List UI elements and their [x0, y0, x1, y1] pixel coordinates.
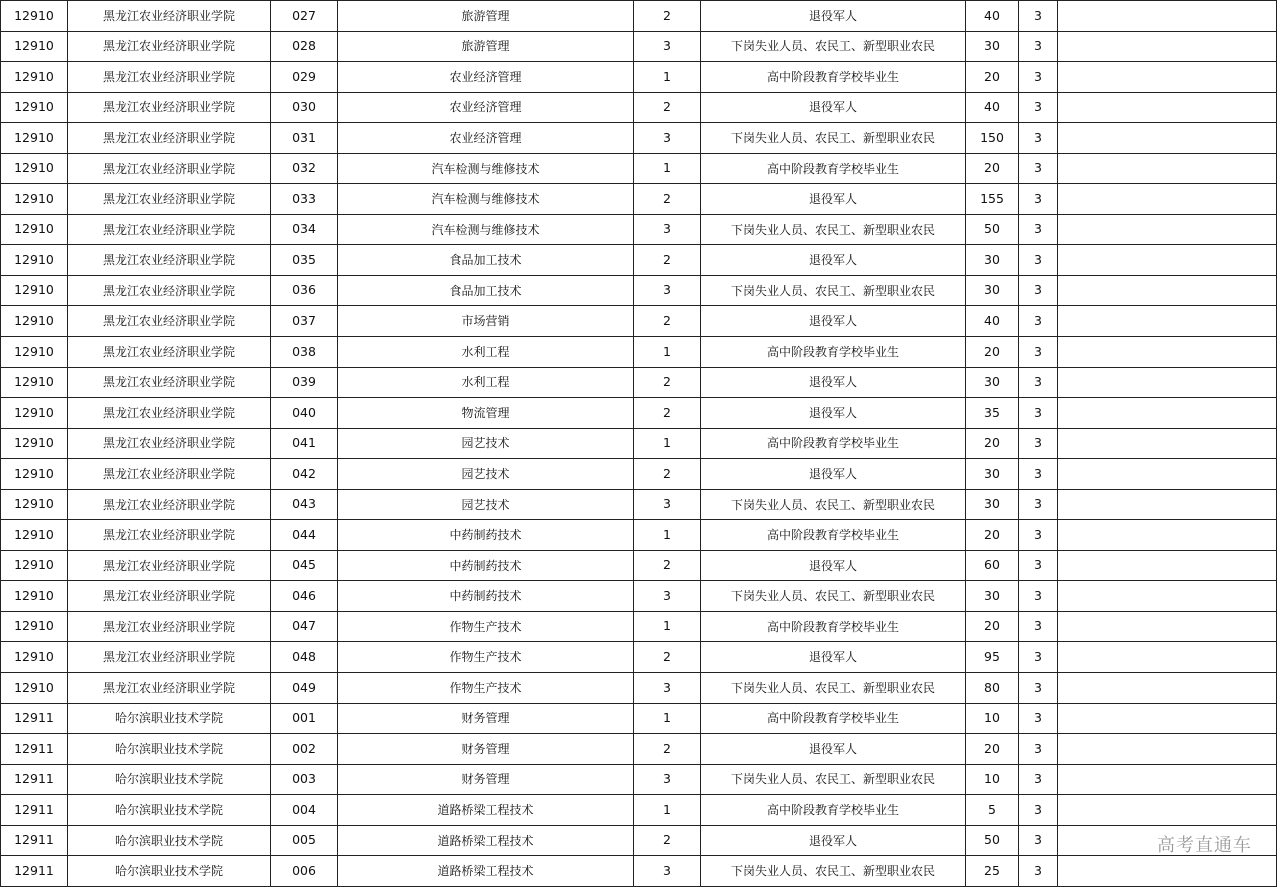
table-row [1, 489, 1277, 520]
years-cell: 3 [1019, 764, 1058, 795]
quota-cell: 10 [966, 703, 1019, 734]
school-name-cell: 黑龙江农业经济职业学院 [68, 245, 271, 276]
major-name-cell: 农业经济管理 [338, 123, 634, 154]
table-row [1, 245, 1277, 276]
school-code-cell: 12910 [1, 123, 68, 154]
quota-cell: 60 [966, 550, 1019, 581]
years-cell: 3 [1019, 428, 1058, 459]
major-name-cell: 中药制药技术 [338, 550, 634, 581]
major-code-cell: 049 [271, 673, 338, 704]
table-row [1, 123, 1277, 154]
major-code-cell: 001 [271, 703, 338, 734]
category-cell: 2 [634, 1, 701, 32]
table-row [1, 642, 1277, 673]
major-code-cell: 032 [271, 153, 338, 184]
major-name-cell: 道路桥梁工程技术 [338, 856, 634, 887]
table-row [1, 764, 1277, 795]
major-code-cell: 040 [271, 398, 338, 429]
remark-cell [1058, 214, 1277, 245]
major-code-cell: 031 [271, 123, 338, 154]
watermark-text: 高考直通车 [1157, 835, 1252, 856]
remark-cell [1058, 459, 1277, 490]
school-code-cell: 12910 [1, 459, 68, 490]
years-cell: 3 [1019, 856, 1058, 887]
quota-cell: 25 [966, 856, 1019, 887]
table-row [1, 856, 1277, 887]
remark-cell [1058, 520, 1277, 551]
school-code-cell: 12910 [1, 306, 68, 337]
applicant-type-cell: 退役军人 [701, 642, 966, 673]
table-row [1, 214, 1277, 245]
category-cell: 2 [634, 92, 701, 123]
applicant-type-cell: 高中阶段教育学校毕业生 [701, 611, 966, 642]
applicant-type-cell: 退役军人 [701, 245, 966, 276]
remark-cell [1058, 550, 1277, 581]
major-code-cell: 038 [271, 337, 338, 368]
quota-cell: 30 [966, 367, 1019, 398]
school-code-cell: 12910 [1, 642, 68, 673]
applicant-type-cell: 下岗失业人员、农民工、新型职业农民 [701, 123, 966, 154]
years-cell: 3 [1019, 703, 1058, 734]
remark-cell [1058, 62, 1277, 93]
remark-cell [1058, 92, 1277, 123]
category-cell: 1 [634, 795, 701, 826]
major-code-cell: 046 [271, 581, 338, 612]
table-row [1, 428, 1277, 459]
major-name-cell: 作物生产技术 [338, 642, 634, 673]
school-code-cell: 12910 [1, 245, 68, 276]
category-cell: 2 [634, 825, 701, 856]
school-code-cell: 12910 [1, 367, 68, 398]
category-cell: 1 [634, 703, 701, 734]
quota-cell: 35 [966, 398, 1019, 429]
quota-cell: 95 [966, 642, 1019, 673]
category-cell: 3 [634, 214, 701, 245]
school-code-cell: 12911 [1, 856, 68, 887]
applicant-type-cell: 退役军人 [701, 825, 966, 856]
applicant-type-cell: 退役军人 [701, 306, 966, 337]
category-cell: 2 [634, 367, 701, 398]
category-cell: 3 [634, 489, 701, 520]
table-row [1, 581, 1277, 612]
quota-cell: 20 [966, 734, 1019, 765]
category-cell: 3 [634, 275, 701, 306]
remark-cell [1058, 673, 1277, 704]
school-name-cell: 黑龙江农业经济职业学院 [68, 92, 271, 123]
major-name-cell: 园艺技术 [338, 428, 634, 459]
major-code-cell: 004 [271, 795, 338, 826]
years-cell: 3 [1019, 1, 1058, 32]
quota-cell: 20 [966, 520, 1019, 551]
major-name-cell: 汽车检测与维修技术 [338, 214, 634, 245]
table-row [1, 550, 1277, 581]
table-row [1, 825, 1277, 856]
table-row [1, 398, 1277, 429]
major-name-cell: 作物生产技术 [338, 611, 634, 642]
table-row [1, 92, 1277, 123]
school-name-cell: 哈尔滨职业技术学院 [68, 764, 271, 795]
major-code-cell: 035 [271, 245, 338, 276]
major-name-cell: 作物生产技术 [338, 673, 634, 704]
quota-cell: 50 [966, 825, 1019, 856]
category-cell: 3 [634, 581, 701, 612]
major-code-cell: 034 [271, 214, 338, 245]
remark-cell [1058, 306, 1277, 337]
applicant-type-cell: 退役军人 [701, 550, 966, 581]
major-code-cell: 002 [271, 734, 338, 765]
school-name-cell: 黑龙江农业经济职业学院 [68, 306, 271, 337]
category-cell: 2 [634, 550, 701, 581]
quota-cell: 30 [966, 459, 1019, 490]
applicant-type-cell: 退役军人 [701, 459, 966, 490]
school-name-cell: 黑龙江农业经济职业学院 [68, 489, 271, 520]
applicant-type-cell: 下岗失业人员、农民工、新型职业农民 [701, 764, 966, 795]
school-code-cell: 12910 [1, 611, 68, 642]
quota-cell: 50 [966, 214, 1019, 245]
category-cell: 2 [634, 734, 701, 765]
years-cell: 3 [1019, 795, 1058, 826]
school-code-cell: 12910 [1, 673, 68, 704]
school-name-cell: 黑龙江农业经济职业学院 [68, 428, 271, 459]
quota-cell: 80 [966, 673, 1019, 704]
category-cell: 1 [634, 153, 701, 184]
school-name-cell: 黑龙江农业经济职业学院 [68, 184, 271, 215]
school-code-cell: 12911 [1, 703, 68, 734]
category-cell: 2 [634, 459, 701, 490]
remark-cell [1058, 337, 1277, 368]
school-name-cell: 黑龙江农业经济职业学院 [68, 31, 271, 62]
years-cell: 3 [1019, 398, 1058, 429]
major-code-cell: 045 [271, 550, 338, 581]
quota-cell: 30 [966, 581, 1019, 612]
applicant-type-cell: 下岗失业人员、农民工、新型职业农民 [701, 489, 966, 520]
major-name-cell: 财务管理 [338, 734, 634, 765]
years-cell: 3 [1019, 184, 1058, 215]
school-name-cell: 黑龙江农业经济职业学院 [68, 337, 271, 368]
major-name-cell: 园艺技术 [338, 459, 634, 490]
category-cell: 2 [634, 245, 701, 276]
quota-cell: 20 [966, 62, 1019, 93]
years-cell: 3 [1019, 92, 1058, 123]
remark-cell [1058, 367, 1277, 398]
major-code-cell: 005 [271, 825, 338, 856]
major-name-cell: 食品加工技术 [338, 245, 634, 276]
remark-cell [1058, 581, 1277, 612]
school-name-cell: 黑龙江农业经济职业学院 [68, 611, 271, 642]
years-cell: 3 [1019, 459, 1058, 490]
major-name-cell: 水利工程 [338, 337, 634, 368]
major-code-cell: 030 [271, 92, 338, 123]
remark-cell [1058, 123, 1277, 154]
major-name-cell: 道路桥梁工程技术 [338, 825, 634, 856]
years-cell: 3 [1019, 214, 1058, 245]
table-row [1, 184, 1277, 215]
school-name-cell: 黑龙江农业经济职业学院 [68, 275, 271, 306]
school-code-cell: 12910 [1, 214, 68, 245]
remark-cell [1058, 245, 1277, 276]
major-name-cell: 水利工程 [338, 367, 634, 398]
remark-cell [1058, 31, 1277, 62]
major-name-cell: 市场营销 [338, 306, 634, 337]
years-cell: 3 [1019, 367, 1058, 398]
applicant-type-cell: 下岗失业人员、农民工、新型职业农民 [701, 856, 966, 887]
category-cell: 2 [634, 306, 701, 337]
table-row [1, 795, 1277, 826]
school-code-cell: 12910 [1, 581, 68, 612]
years-cell: 3 [1019, 62, 1058, 93]
applicant-type-cell: 高中阶段教育学校毕业生 [701, 795, 966, 826]
remark-cell [1058, 428, 1277, 459]
school-name-cell: 黑龙江农业经济职业学院 [68, 153, 271, 184]
years-cell: 3 [1019, 275, 1058, 306]
major-name-cell: 中药制药技术 [338, 581, 634, 612]
applicant-type-cell: 高中阶段教育学校毕业生 [701, 153, 966, 184]
major-code-cell: 048 [271, 642, 338, 673]
school-code-cell: 12910 [1, 489, 68, 520]
school-name-cell: 黑龙江农业经济职业学院 [68, 520, 271, 551]
school-code-cell: 12910 [1, 398, 68, 429]
table-row [1, 673, 1277, 704]
school-code-cell: 12910 [1, 62, 68, 93]
category-cell: 3 [634, 673, 701, 704]
remark-cell [1058, 184, 1277, 215]
remark-cell [1058, 611, 1277, 642]
category-cell: 1 [634, 62, 701, 93]
category-cell: 2 [634, 398, 701, 429]
table-row [1, 367, 1277, 398]
major-code-cell: 028 [271, 31, 338, 62]
table-row [1, 734, 1277, 765]
school-name-cell: 黑龙江农业经济职业学院 [68, 673, 271, 704]
applicant-type-cell: 下岗失业人员、农民工、新型职业农民 [701, 31, 966, 62]
applicant-type-cell: 高中阶段教育学校毕业生 [701, 520, 966, 551]
major-code-cell: 042 [271, 459, 338, 490]
major-code-cell: 047 [271, 611, 338, 642]
major-code-cell: 039 [271, 367, 338, 398]
major-name-cell: 汽车检测与维修技术 [338, 153, 634, 184]
school-name-cell: 黑龙江农业经济职业学院 [68, 459, 271, 490]
major-name-cell: 农业经济管理 [338, 92, 634, 123]
school-name-cell: 黑龙江农业经济职业学院 [68, 398, 271, 429]
remark-cell [1058, 489, 1277, 520]
major-name-cell: 物流管理 [338, 398, 634, 429]
category-cell: 2 [634, 184, 701, 215]
years-cell: 3 [1019, 611, 1058, 642]
years-cell: 3 [1019, 825, 1058, 856]
quota-cell: 10 [966, 764, 1019, 795]
remark-cell [1058, 1, 1277, 32]
table-row [1, 611, 1277, 642]
applicant-type-cell: 退役军人 [701, 92, 966, 123]
quota-cell: 40 [966, 306, 1019, 337]
school-code-cell: 12911 [1, 825, 68, 856]
quota-cell: 150 [966, 123, 1019, 154]
category-cell: 1 [634, 520, 701, 551]
quota-cell: 40 [966, 1, 1019, 32]
quota-cell: 30 [966, 275, 1019, 306]
table-row [1, 275, 1277, 306]
major-name-cell: 旅游管理 [338, 1, 634, 32]
school-code-cell: 12911 [1, 734, 68, 765]
major-code-cell: 033 [271, 184, 338, 215]
applicant-type-cell: 高中阶段教育学校毕业生 [701, 428, 966, 459]
school-code-cell: 12910 [1, 428, 68, 459]
school-code-cell: 12911 [1, 795, 68, 826]
major-code-cell: 037 [271, 306, 338, 337]
years-cell: 3 [1019, 489, 1058, 520]
quota-cell: 30 [966, 489, 1019, 520]
school-code-cell: 12910 [1, 31, 68, 62]
school-name-cell: 黑龙江农业经济职业学院 [68, 581, 271, 612]
major-name-cell: 财务管理 [338, 703, 634, 734]
school-name-cell: 黑龙江农业经济职业学院 [68, 123, 271, 154]
table-body [1, 1, 1277, 887]
years-cell: 3 [1019, 337, 1058, 368]
applicant-type-cell: 下岗失业人员、农民工、新型职业农民 [701, 275, 966, 306]
school-code-cell: 12910 [1, 184, 68, 215]
table-row [1, 31, 1277, 62]
years-cell: 3 [1019, 581, 1058, 612]
remark-cell [1058, 856, 1277, 887]
school-name-cell: 黑龙江农业经济职业学院 [68, 367, 271, 398]
category-cell: 3 [634, 31, 701, 62]
school-name-cell: 哈尔滨职业技术学院 [68, 734, 271, 765]
major-name-cell: 道路桥梁工程技术 [338, 795, 634, 826]
category-cell: 1 [634, 337, 701, 368]
quota-cell: 155 [966, 184, 1019, 215]
major-code-cell: 044 [271, 520, 338, 551]
school-name-cell: 哈尔滨职业技术学院 [68, 825, 271, 856]
applicant-type-cell: 高中阶段教育学校毕业生 [701, 337, 966, 368]
major-name-cell: 园艺技术 [338, 489, 634, 520]
remark-cell [1058, 642, 1277, 673]
table-row [1, 1, 1277, 32]
major-code-cell: 041 [271, 428, 338, 459]
category-cell: 1 [634, 428, 701, 459]
major-code-cell: 043 [271, 489, 338, 520]
table-row [1, 337, 1277, 368]
applicant-type-cell: 高中阶段教育学校毕业生 [701, 703, 966, 734]
school-code-cell: 12910 [1, 520, 68, 551]
remark-cell [1058, 153, 1277, 184]
years-cell: 3 [1019, 123, 1058, 154]
table-row [1, 62, 1277, 93]
years-cell: 3 [1019, 642, 1058, 673]
years-cell: 3 [1019, 520, 1058, 551]
school-name-cell: 哈尔滨职业技术学院 [68, 856, 271, 887]
quota-cell: 20 [966, 611, 1019, 642]
quota-cell: 20 [966, 337, 1019, 368]
years-cell: 3 [1019, 31, 1058, 62]
major-name-cell: 汽车检测与维修技术 [338, 184, 634, 215]
category-cell: 3 [634, 123, 701, 154]
major-code-cell: 003 [271, 764, 338, 795]
remark-cell [1058, 398, 1277, 429]
school-code-cell: 12911 [1, 764, 68, 795]
remark-cell [1058, 703, 1277, 734]
applicant-type-cell: 下岗失业人员、农民工、新型职业农民 [701, 581, 966, 612]
remark-cell [1058, 275, 1277, 306]
school-name-cell: 黑龙江农业经济职业学院 [68, 214, 271, 245]
applicant-type-cell: 退役军人 [701, 1, 966, 32]
major-code-cell: 029 [271, 62, 338, 93]
school-code-cell: 12910 [1, 153, 68, 184]
school-code-cell: 12910 [1, 337, 68, 368]
remark-cell [1058, 764, 1277, 795]
applicant-type-cell: 退役军人 [701, 398, 966, 429]
quota-cell: 20 [966, 428, 1019, 459]
applicant-type-cell: 高中阶段教育学校毕业生 [701, 62, 966, 93]
major-name-cell: 中药制药技术 [338, 520, 634, 551]
school-name-cell: 黑龙江农业经济职业学院 [68, 550, 271, 581]
quota-cell: 30 [966, 31, 1019, 62]
school-code-cell: 12910 [1, 275, 68, 306]
years-cell: 3 [1019, 673, 1058, 704]
major-name-cell: 食品加工技术 [338, 275, 634, 306]
quota-cell: 5 [966, 795, 1019, 826]
major-name-cell: 财务管理 [338, 764, 634, 795]
school-code-cell: 12910 [1, 550, 68, 581]
applicant-type-cell: 退役军人 [701, 184, 966, 215]
major-name-cell: 旅游管理 [338, 31, 634, 62]
school-name-cell: 黑龙江农业经济职业学院 [68, 62, 271, 93]
school-code-cell: 12910 [1, 1, 68, 32]
quota-cell: 40 [966, 92, 1019, 123]
applicant-type-cell: 退役军人 [701, 367, 966, 398]
remark-cell [1058, 734, 1277, 765]
years-cell: 3 [1019, 550, 1058, 581]
school-name-cell: 哈尔滨职业技术学院 [68, 795, 271, 826]
table-row [1, 459, 1277, 490]
table-row [1, 703, 1277, 734]
years-cell: 3 [1019, 245, 1058, 276]
quota-cell: 30 [966, 245, 1019, 276]
quota-cell: 20 [966, 153, 1019, 184]
major-code-cell: 036 [271, 275, 338, 306]
school-name-cell: 黑龙江农业经济职业学院 [68, 642, 271, 673]
remark-cell [1058, 795, 1277, 826]
major-name-cell: 农业经济管理 [338, 62, 634, 93]
category-cell: 1 [634, 611, 701, 642]
table-row [1, 520, 1277, 551]
major-code-cell: 027 [271, 1, 338, 32]
major-code-cell: 006 [271, 856, 338, 887]
years-cell: 3 [1019, 306, 1058, 337]
years-cell: 3 [1019, 153, 1058, 184]
school-name-cell: 黑龙江农业经济职业学院 [68, 1, 271, 32]
applicant-type-cell: 下岗失业人员、农民工、新型职业农民 [701, 214, 966, 245]
category-cell: 3 [634, 764, 701, 795]
school-name-cell: 哈尔滨职业技术学院 [68, 703, 271, 734]
category-cell: 3 [634, 856, 701, 887]
years-cell: 3 [1019, 734, 1058, 765]
school-code-cell: 12910 [1, 92, 68, 123]
table-row [1, 153, 1277, 184]
applicant-type-cell: 退役军人 [701, 734, 966, 765]
category-cell: 2 [634, 642, 701, 673]
table-row [1, 306, 1277, 337]
applicant-type-cell: 下岗失业人员、农民工、新型职业农民 [701, 673, 966, 704]
